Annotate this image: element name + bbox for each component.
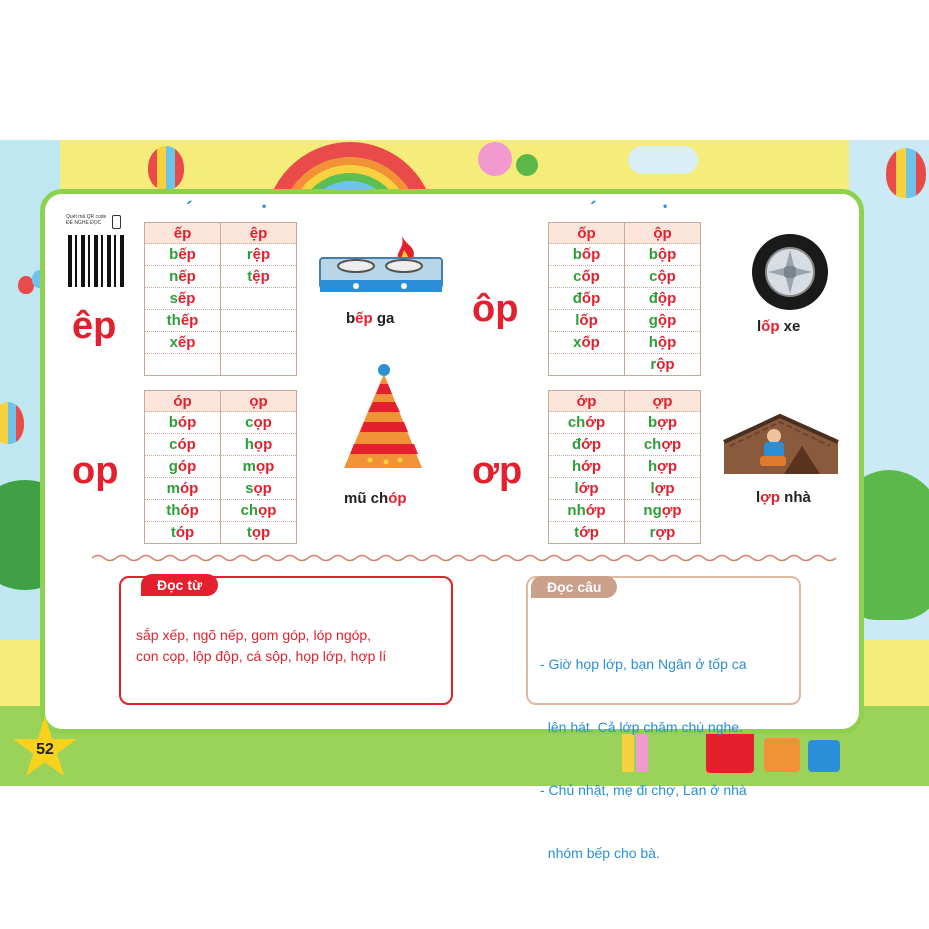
word-cell: cóp — [145, 434, 221, 456]
word-cell: tọp — [221, 522, 297, 544]
word-cell — [549, 354, 625, 376]
rhyme-title-ep: êp — [72, 305, 117, 347]
tone-mark-sac: ´ — [186, 199, 193, 221]
picture-caption: lợp nhà — [756, 489, 811, 506]
read-sentences-line: - Giờ họp lớp, bạn Ngân ở tốp ca — [540, 656, 747, 672]
word-cell: nếp — [145, 266, 221, 288]
tree-icon — [478, 142, 512, 176]
word-cell: đốp — [549, 288, 625, 310]
word-cell: hộp — [625, 332, 701, 354]
picture-caption: lốp xe — [757, 318, 801, 335]
tree-icon — [516, 154, 538, 176]
table-header: ộp — [625, 223, 701, 244]
word-cell: mọp — [221, 456, 297, 478]
word-cell: bốp — [549, 244, 625, 266]
qr-code[interactable] — [68, 235, 124, 287]
tone-mark-sac: ´ — [590, 199, 597, 221]
word-cell: bộp — [625, 244, 701, 266]
word-cell: rộp — [625, 354, 701, 376]
read-sentences-title: Đọc câu — [531, 576, 617, 598]
phone-icon — [112, 215, 121, 229]
word-cell: lớp — [549, 478, 625, 500]
table-header: óp — [145, 391, 221, 412]
qr-label-line: ĐỂ NGHE ĐỌC — [66, 220, 102, 226]
word-cell: hớp — [549, 456, 625, 478]
word-cell: bợp — [625, 412, 701, 434]
tire-icon — [750, 232, 830, 312]
word-cell: hợp — [625, 456, 701, 478]
word-cell: thóp — [145, 500, 221, 522]
picture-caption: mũ chóp — [344, 490, 407, 507]
cloud-icon — [628, 146, 698, 174]
word-cell — [145, 354, 221, 376]
rhyme-title-op-horn: ơp — [472, 450, 523, 492]
word-cell: sếp — [145, 288, 221, 310]
rhyme-title-op-hat: ôp — [472, 288, 519, 330]
word-cell — [221, 310, 297, 332]
table-header: ợp — [625, 391, 701, 412]
roofer-icon — [720, 412, 840, 478]
party-hat-icon — [340, 362, 426, 474]
table-header: ọp — [221, 391, 297, 412]
read-sentences-line: nhóm bếp cho bà. — [540, 845, 660, 861]
read-sentences-text — [540, 612, 747, 885]
hot-air-balloon-icon — [148, 146, 184, 190]
word-cell: góp — [145, 456, 221, 478]
word-cell: lợp — [625, 478, 701, 500]
word-cell: rợp — [625, 522, 701, 544]
word-cell: gộp — [625, 310, 701, 332]
word-cell: sọp — [221, 478, 297, 500]
word-cell: xếp — [145, 332, 221, 354]
qr-label-line: Quét mã QR code — [66, 214, 107, 220]
word-cell: nhớp — [549, 500, 625, 522]
tone-mark-nang: • — [663, 199, 668, 213]
word-cell: cốp — [549, 266, 625, 288]
read-words-line: sắp xếp, ngõ nếp, gom góp, lóp ngóp, — [136, 627, 372, 643]
word-cell: chọp — [221, 500, 297, 522]
word-cell: cộp — [625, 266, 701, 288]
word-cell — [221, 288, 297, 310]
read-sentences-line: - Chủ nhật, mẹ đi chợ, Lan ở nhà — [540, 782, 747, 798]
read-sentences-line: lên hát. Cả lớp chăm chú nghe. — [540, 719, 743, 735]
word-cell: tệp — [221, 266, 297, 288]
word-cell: đớp — [549, 434, 625, 456]
word-cell: chớp — [549, 412, 625, 434]
table-header: ếp — [145, 223, 221, 244]
table-header: ệp — [221, 223, 297, 244]
read-words-line: con cọp, lộp độp, cá sộp, họp lớp, hợp lí — [136, 648, 387, 664]
read-words-title: Đọc từ — [141, 574, 218, 596]
tone-mark-nang: • — [262, 199, 267, 213]
toy-train-icon — [808, 740, 840, 772]
word-cell: xốp — [549, 332, 625, 354]
table-header: ớp — [549, 391, 625, 412]
word-cell: chợp — [625, 434, 701, 456]
gas-stove-icon — [318, 228, 444, 298]
word-cell: rệp — [221, 244, 297, 266]
word-cell: độp — [625, 288, 701, 310]
word-table-op-horn — [548, 390, 701, 544]
word-table-ep — [144, 222, 297, 376]
word-cell: họp — [221, 434, 297, 456]
hot-air-balloon-icon — [886, 148, 926, 198]
word-cell: móp — [145, 478, 221, 500]
word-cell — [221, 354, 297, 376]
table-header: ốp — [549, 223, 625, 244]
word-cell: cọp — [221, 412, 297, 434]
word-cell: thếp — [145, 310, 221, 332]
read-words-text — [136, 625, 386, 667]
word-table-op-hat — [548, 222, 701, 376]
page-number: 52 — [36, 741, 54, 758]
picture-caption: bếp ga — [346, 310, 395, 327]
wavy-divider — [92, 553, 837, 563]
word-cell: ngợp — [625, 500, 701, 522]
rhyme-title-op: op — [72, 450, 119, 492]
word-cell — [221, 332, 297, 354]
toy-train-icon — [764, 738, 800, 772]
word-cell: bóp — [145, 412, 221, 434]
word-table-op — [144, 390, 297, 544]
word-cell: tóp — [145, 522, 221, 544]
word-cell: lốp — [549, 310, 625, 332]
word-cell: tớp — [549, 522, 625, 544]
word-cell: bếp — [145, 244, 221, 266]
